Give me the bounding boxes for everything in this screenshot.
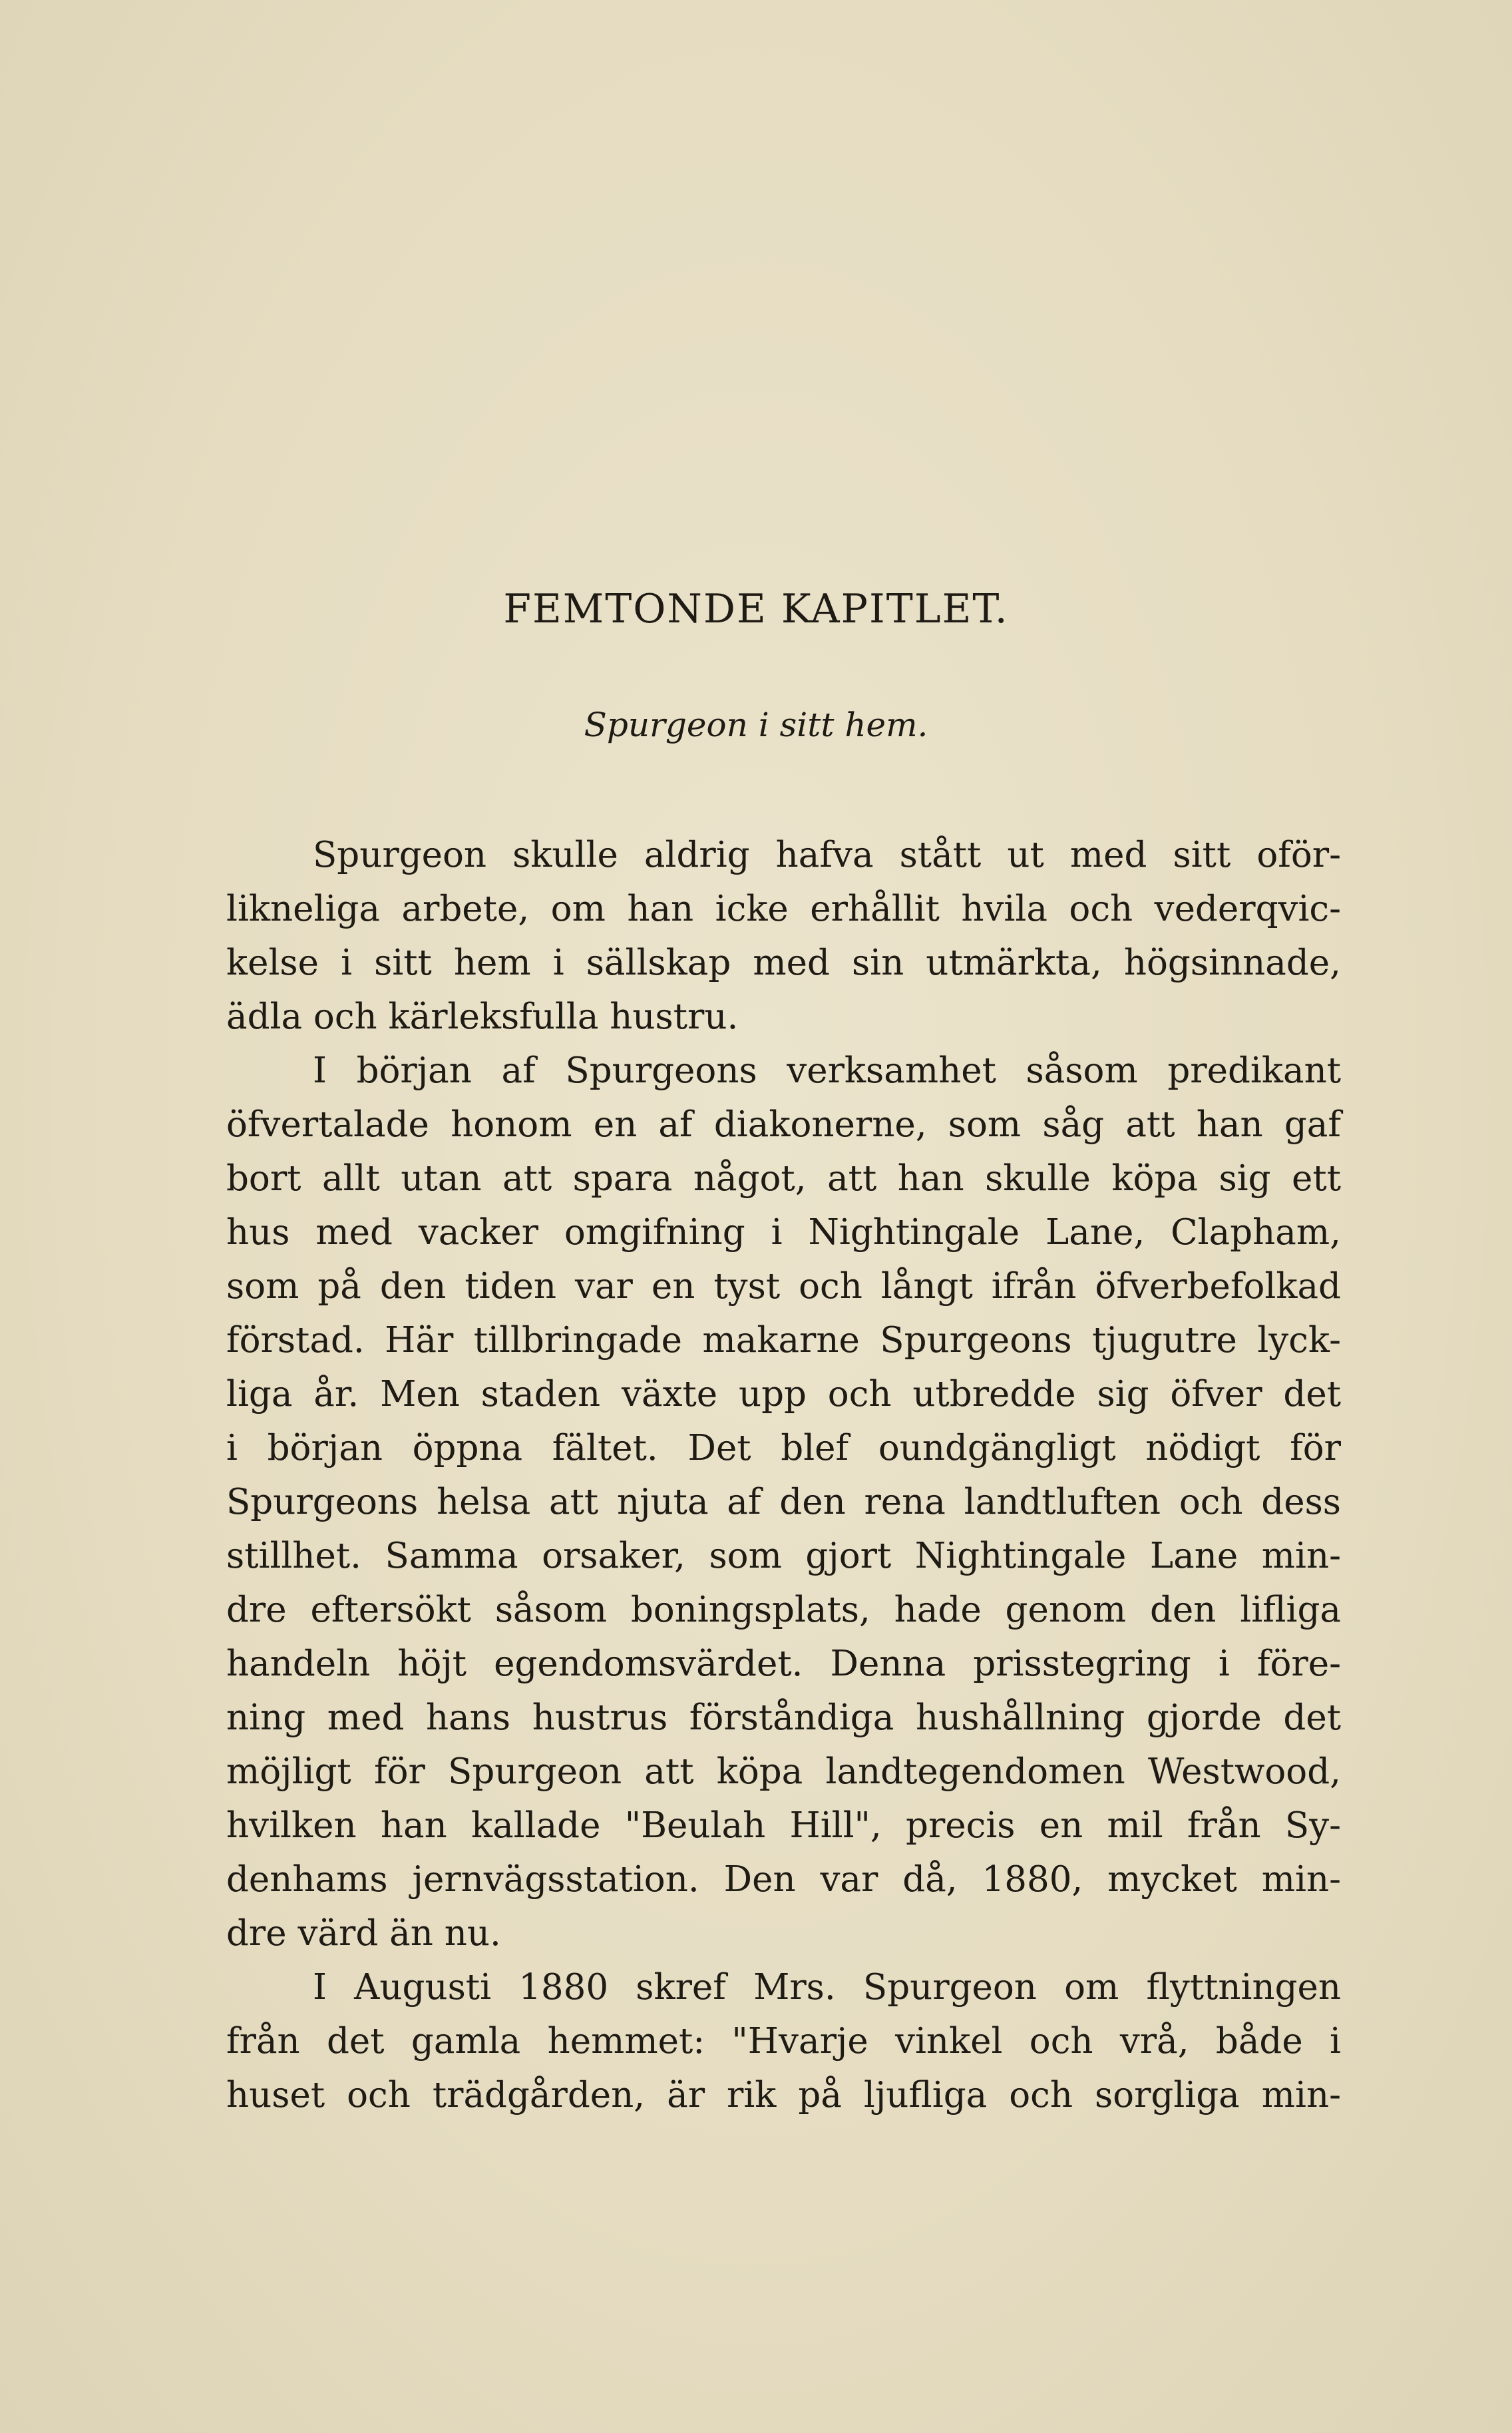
text-line: denhams jernvägsstation. Den var då, 1880, mycket min-	[226, 1859, 1341, 1900]
text-line: öfvertalade honom en af diakonerne, som såg att han gaf	[226, 1104, 1341, 1145]
text-line: stillhet. Samma orsaker, som gjort Nightingale Lane min-	[226, 1536, 1341, 1576]
text-line: likneliga arbete, om han icke erhållit hvila och vederqvic-	[226, 889, 1341, 929]
text-line: som på den tiden var en tyst och långt ifrån öfverbefolkad	[226, 1266, 1341, 1307]
text-line: kelse i sitt hem i sällskap med sin utmärkta, högsinnade,	[226, 943, 1341, 983]
text-line: bort allt utan att spara något, att han skulle köpa sig ett	[226, 1158, 1341, 1199]
text-line: huset och trädgården, är rik på ljufliga och sorgliga min-	[226, 2075, 1341, 2115]
text-line: handeln höjt egendomsvärdet. Denna prisstegring i före-	[226, 1644, 1341, 1684]
text-line: hvilken han kallade "Beulah Hill", precis en mil från Sy-	[226, 1805, 1341, 1846]
text-line: ädla och kärleksfulla hustru.	[226, 996, 739, 1037]
body-text	[226, 828, 1341, 2122]
text-line: möjligt för Spurgeon att köpa landtegendomen Westwood,	[226, 1751, 1341, 1792]
text-line: I början af Spurgeons verksamhet såsom predikant	[313, 1050, 1341, 1091]
text-line: dre eftersökt såsom boningsplats, hade genom den lifliga	[226, 1590, 1341, 1630]
text-line: i början öppna fältet. Det blef oundgängligt nödigt för	[226, 1428, 1341, 1468]
text-line: ning med hans hustrus förståndiga hushållning gjorde det	[226, 1697, 1341, 1738]
chapter-subtitle: Spurgeon i sitt hem.	[584, 706, 928, 744]
chapter-title: FEMTONDE KAPITLET.	[503, 586, 1009, 632]
text-line: Spurgeon skulle aldrig hafva stått ut med sitt oför-	[313, 835, 1341, 875]
text-line: från det gamla hemmet: "Hvarje vinkel och vrå, både i	[226, 2021, 1341, 2062]
text-line: hus med vacker omgifning i Nightingale Lane, Clapham,	[226, 1212, 1341, 1253]
text-line: I Augusti 1880 skref Mrs. Spurgeon om flyttningen	[313, 1967, 1341, 2008]
text-line: liga år. Men staden växte upp och utbredde sig öfver det	[226, 1374, 1341, 1415]
text-line: förstad. Här tillbringade makarne Spurgeons tjugutre lyck-	[226, 1320, 1341, 1361]
text-line: dre värd än nu.	[226, 1913, 501, 1954]
text-line: Spurgeons helsa att njuta af den rena landtluften och dess	[226, 1482, 1341, 1522]
